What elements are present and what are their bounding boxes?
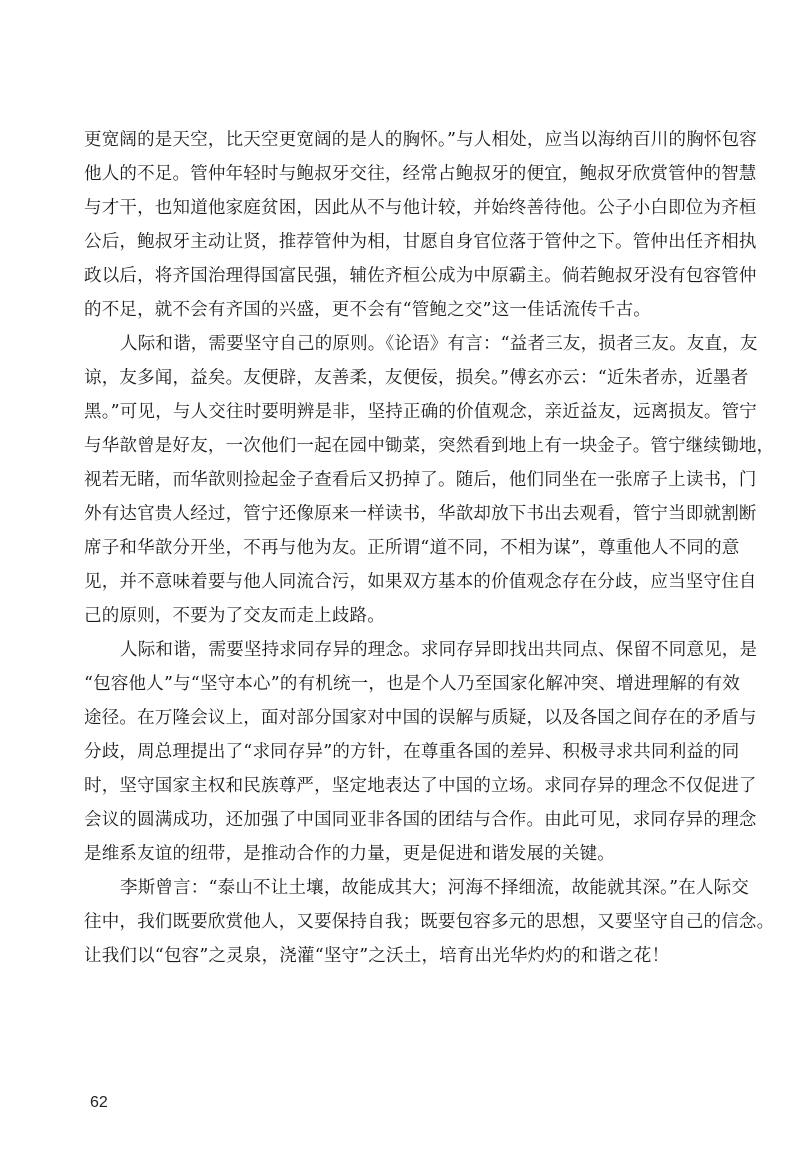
text-line: 人际和谐，需要坚守自己的原则。《论语》有言：“益者三友，损者三友。友直，友 <box>120 334 758 354</box>
text-line: 谅，友多闻，益矣。友便辟，友善柔，友便佞，损矣。”傅玄亦云：“近朱者赤，近墨者 <box>84 368 749 388</box>
paragraph <box>84 327 775 633</box>
text-line: “包容他人”与“坚守本心”的有机统一，也是个人乃至国家化解冲突、增进理解的有效 <box>84 674 741 694</box>
text-line: 的不足，就不会有齐国的兴盛，更不会有“管鲍之交”这一佳话流传千古。 <box>84 300 651 320</box>
text-line: 外有达官贵人经过，管宁还像原来一样读书，华歆却放下书出去观看，管宁当即就割断 <box>84 504 757 524</box>
text-line: 席子和华歆分开坐，不再与他为友。正所谓“道不同，不相为谋”，尊重他人不同的意 <box>84 538 740 558</box>
text-line: 途径。在万隆会议上，面对部分国家对中国的误解与质疑，以及各国之间存在的矛盾与 <box>84 708 757 728</box>
text-line: 时，坚守国家主权和民族尊严，坚定地表达了中国的立场。求同存异的理念不仅促进了 <box>84 776 757 796</box>
text-line: 视若无睹，而华歆则捡起金子查看后又扔掉了。随后，他们同坐在一张席子上读书，门 <box>84 470 757 490</box>
text-line: 他人的不足。管仲年轻时与鲍叔牙交往，经常占鲍叔牙的便宜，鲍叔牙欣赏管仲的智慧 <box>84 164 757 184</box>
text-line: 往中，我们既要欣赏他人，又要保持自我；既要包容多元的思想，又要坚守自己的信念。 <box>84 912 775 932</box>
paragraph <box>84 871 775 973</box>
paragraph <box>84 633 758 871</box>
text-line: 黑。”可见，与人交往时要明辨是非，坚持正确的价值观念，亲近益友，远离损友。管宁 <box>84 402 757 422</box>
paragraph <box>84 123 757 327</box>
text-line: 是维系友谊的纽带，是推动合作的力量，更是促进和谐发展的关键。 <box>84 844 615 864</box>
text-line: 人际和谐，需要坚持求同存异的理念。求同存异即找出共同点、保留不同意见，是 <box>120 640 758 660</box>
text-line: 己的原则，不要为了交友而走上歧路。 <box>84 606 385 626</box>
text-line: 公后，鲍叔牙主动让贤，推荐管仲为相，甘愿自身官位落于管仲之下。管仲出任齐相执 <box>84 232 757 252</box>
text-line: 与华歆曾是好友，一次他们一起在园中锄菜，突然看到地上有一块金子。管宁继续锄地， <box>84 436 775 456</box>
text-line: 更宽阔的是天空，比天空更宽阔的是人的胸怀。”与人相处，应当以海纳百川的胸怀包容 <box>84 130 757 150</box>
text-line: 分歧，周总理提出了“求同存异”的方针，在尊重各国的差异、积极寻求共同利益的同 <box>84 742 740 762</box>
text-line: 会议的圆满成功，还加强了中国同亚非各国的团结与合作。由此可见，求同存异的理念 <box>84 810 757 830</box>
page-number: 62 <box>90 1094 108 1111</box>
body-text <box>84 123 775 973</box>
text-line: 李斯曾言：“泰山不让土壤，故能成其大；河海不择细流，故能就其深。”在人际交 <box>120 878 750 898</box>
text-line: 与才干，也知道他家庭贫困，因此从不与他计较，并始终善待他。公子小白即位为齐桓 <box>84 198 757 218</box>
text-line: 政以后，将齐国治理得国富民强，辅佐齐桓公成为中原霸主。倘若鲍叔牙没有包容管仲 <box>84 266 757 286</box>
text-line: 见，并不意味着要与他人同流合污，如果双方基本的价值观念存在分歧，应当坚守住自 <box>84 572 757 592</box>
text-line: 让我们以“包容”之灵泉，浇灌“坚守”之沃土，培育出光华灼灼的和谐之花！ <box>84 946 670 966</box>
